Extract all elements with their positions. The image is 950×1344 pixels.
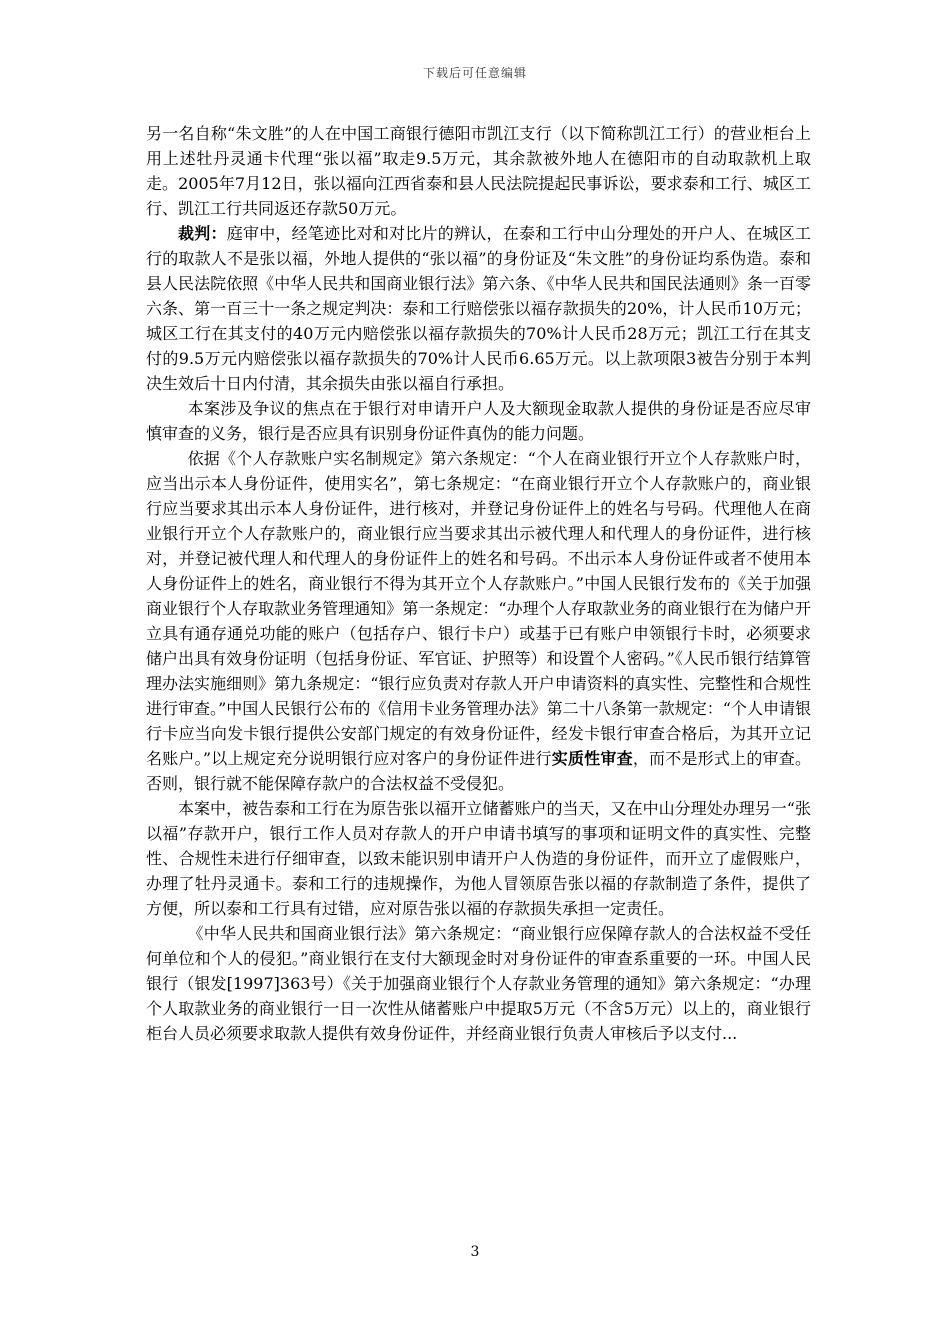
document-body <box>146 121 811 1046</box>
judgment-text: 庭审中，经笔迹比对和对比片的辨认，在泰和工行中山分理处的开户人、在城区工行的取款人不是张以福，外地人提供的“张以福”的身份证及“朱文胜”的身份证均系伪造。泰和县人民法院依照《中华人民共和国商业银行法》第六条、《中华人民共和国民法通则》条一百零六条、第一百三十一条之规定判决：泰和工行赔偿张以福存款损失的20%，计人民币10万元；城区工行在其支付的40万元内赔偿张以福存款损失的70%计人民币28万元；凯江工行在其支付的9.5万元内赔偿张以福存款损失的70%计人民币6.65万元。以上款项限3被告分别于本判决生效后十日内付清，其余损失由张以福自行承担。 <box>146 224 811 393</box>
paragraph-case-facts: 另一名自称“朱文胜”的人在中国工商银行德阳市凯江支行（以下简称凯江工行）的营业柜台上用上述牡丹灵通卡代理“张以福”取走9.5万元，其余款被外地人在德阳市的自动取款机上取走。2005年7月12日，张以福向江西省泰和县人民法院提起民事诉讼，要求泰和工行、城区工行、凯江工行共同返还存款50万元。 <box>146 124 811 218</box>
regulations-emphasis: 实质性审查 <box>551 749 633 768</box>
paragraph-judgment <box>146 221 811 396</box>
paragraph-dispute-focus: 本案涉及争议的焦点在于银行对申请开户人及大额现金取款人提供的身份证是否应尽审慎审查的义务，银行是否应具有识别身份证件真伪的能力问题。 <box>146 399 811 443</box>
paragraph-banking-law: 《中华人民共和国商业银行法》第六条规定：“商业银行应保障存款人的合法权益不受任何单位和个人的侵犯。”商业银行在支付大额现金时对身份证件的审查系重要的一环。中国人民银行（银发[1997]363号）《关于加强商业银行个人存款业务管理的通知》第六条规定：“办理个人取款业务的商业银行一日一次性从储蓄账户中提取5万元（不含5万元）以上的，商业银行柜台人员必须要求取款人提供有效身份证件，并经商业银行负责人审核后予以支付... <box>146 924 811 1043</box>
regulations-tail: ，而不是形式上的审查。否则，银行就不能保障存款户的合法权益不受侵犯。 <box>146 749 811 793</box>
page-number: 3 <box>470 1244 480 1260</box>
paragraph-case-analysis: 本案中，被告泰和工行在为原告张以福开立储蓄账户的当天，又在中山分理处办理另一“张以福”存款开户，银行工作人员对存款人的开户申请书填写的事项和证明文件的真实性、完整性、合规性未进行仔细审查，以致未能识别申请开户人伪造的身份证件，而开立了虚假账户，办理了牡丹灵通卡。泰和工行的违规操作，为他人冒领原告张以福的存款制造了条件，提供了方便，所以泰和工行具有过错，应对原告张以福的存款损失承担一定责任。 <box>146 799 811 918</box>
regulations-text: 依据《个人存款账户实名制规定》第六条规定：“个人在商业银行开立个人存款账户时，应当出示本人身份证件，使用实名”，第七条规定：“在商业银行开立个人存款账户的，商业银行应当要求其出示本人身份证件，进行核对，并登记身份证件上的姓名与号码。代理他人在商业银行开立个人存款账户的，商业银行应当要求其出示被代理人和代理人的身份证件，进行核对，并登记被代理人和代理人的身份证件上的姓名和号码。不出示本人身份证件或者不使用本人身份证件上的姓名，商业银行不得为其开立个人存款账户。”中国人民银行发布的《关于加强商业银行个人存取款业务管理通知》第一条规定：“办理个人存取款业务的商业银行在为储户开立具有通存通兑功能的账户（包括存户、银行卡户）或基于已有账户申领银行卡时，必须要求储户出具有效身份证明（包括身份证、军官证、护照等）和设置个人密码。”《人民币银行结算管理办法实施细则》第九条规定：“银行应负责对存款人开户申请资料的真实性、完整性和合规性进行审查。”中国人民银行公布的《信用卡业务管理办法》第二十八条第一款规定：“个人申请银行卡应当向发卡银行提供公安部门规定的有效身份证件，经发卡银行审查合格后，为其开立记名账户。”以上规定充分说明银行应对客户的身份证件进行 <box>146 449 811 768</box>
paragraph-regulations <box>146 446 811 796</box>
judgment-label: 裁判： <box>178 224 227 243</box>
page-header: 下载后可任意编辑 <box>422 66 527 80</box>
